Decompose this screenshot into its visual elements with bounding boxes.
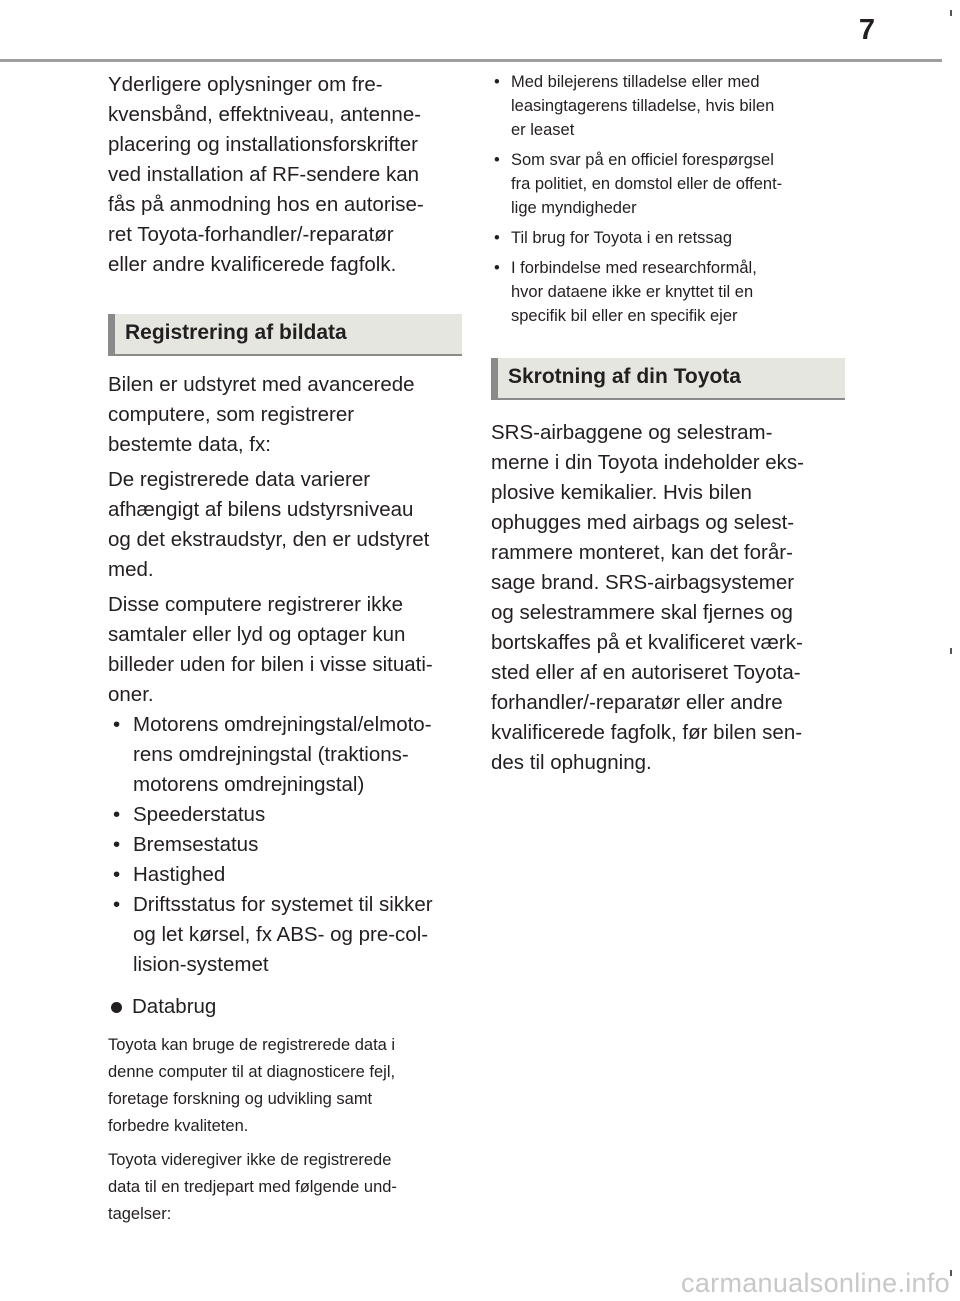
- text-line: kvalificerede fagfolk, før bilen sen-: [491, 721, 803, 744]
- text-line: bestemte data, fx:: [108, 433, 271, 456]
- crop-mark: [950, 648, 952, 654]
- list-item: [108, 710, 462, 800]
- list-item: [491, 256, 845, 328]
- list-item: [491, 70, 845, 142]
- intro-paragraph: [108, 70, 462, 280]
- text-line: • Med bilejerens tilladelse eller med: [511, 73, 760, 91]
- text-line: Bilen er udstyret med avancerede: [108, 373, 415, 396]
- section-heading-registrering: Registrering af bildata: [108, 314, 462, 356]
- text-line: forbedre kvaliteten.: [108, 1117, 249, 1135]
- text-line: merne i din Toyota indeholder eks-: [491, 451, 804, 474]
- subheading-label: Databrug: [132, 995, 217, 1018]
- text-line: afhængigt af bilens udstyrsniveau: [108, 498, 414, 521]
- list-item: [108, 800, 462, 830]
- text-line: • Bremsestatus: [133, 833, 259, 856]
- recorded-data-list: [108, 710, 462, 980]
- paragraph-data-varies: [108, 465, 462, 585]
- text-line: og det ekstraudstyr, den er udstyret: [108, 528, 430, 551]
- text-line: • Som svar på en officiel forespørgsel: [511, 151, 774, 169]
- text-line: billeder uden for bilen i visse situati-: [108, 653, 433, 676]
- text-line: Toyota kan bruge de registrerede data i: [108, 1036, 396, 1054]
- text-line: • I forbindelse med researchformål,: [511, 259, 757, 277]
- text-line: Disse computere registrerer ikke: [108, 593, 404, 616]
- text-line: ved installation af RF-sendere kan: [108, 163, 420, 186]
- left-column: [108, 70, 462, 1235]
- text-line: kvensbånd, effektniveau, antenne-: [108, 103, 422, 126]
- text-line: eller andre kvalificerede fagfolk.: [108, 253, 397, 276]
- list-item: [108, 830, 462, 860]
- text-line: bortskaffes på et kvalificeret værk-: [491, 631, 803, 654]
- exceptions-list: [491, 70, 845, 328]
- text-line: med.: [108, 558, 154, 581]
- text-line: samtaler eller lyd og optager kun: [108, 623, 406, 646]
- paragraph-third-party: [108, 1147, 462, 1228]
- list-item: [108, 890, 462, 980]
- right-column: [491, 70, 845, 783]
- text-line: og let kørsel, fx ABS- og pre-col-: [133, 923, 429, 946]
- watermark: carmanualsonline.info: [681, 1268, 950, 1298]
- paragraph-scrapping: [491, 418, 845, 778]
- text-line: foretage forskning og udvikling samt: [108, 1090, 373, 1108]
- bullet-dot-icon: [111, 1002, 122, 1013]
- text-line: SRS-airbaggene og selestram-: [491, 421, 773, 444]
- text-line: • Til brug for Toyota i en retssag: [511, 229, 733, 247]
- text-line: specifik bil eller en specifik ejer: [511, 307, 738, 325]
- text-line: motorens omdrejningstal): [133, 773, 365, 796]
- text-line: hvor dataene ikke er knyttet til en: [511, 283, 754, 301]
- text-line: lision-systemet: [133, 953, 269, 976]
- text-line: ret Toyota-forhandler/-reparatør: [108, 223, 394, 246]
- text-line: rammere monteret, kan det forår-: [491, 541, 793, 564]
- text-line: plosive kemikalier. Hvis bilen: [491, 481, 752, 504]
- text-line: des til ophugning.: [491, 751, 652, 774]
- list-item: [491, 226, 845, 250]
- text-line: Toyota videregiver ikke de registrerede: [108, 1151, 392, 1169]
- text-line: • Motorens omdrejningstal/elmoto-: [133, 713, 432, 736]
- crop-mark: [950, 1270, 952, 1276]
- subheading-databrug: [108, 992, 462, 1022]
- header-rule: [0, 59, 942, 62]
- text-line: fås på anmodning hos en autorise-: [108, 193, 424, 216]
- text-line: og selestrammere skal fjernes og: [491, 601, 793, 624]
- crop-mark: [950, 10, 952, 16]
- text-line: De registrerede data varierer: [108, 468, 371, 491]
- list-item: [108, 860, 462, 890]
- text-line: denne computer til at diagnosticere fejl,: [108, 1063, 396, 1081]
- paragraph-data-use: [108, 1032, 462, 1140]
- text-line: • Driftsstatus for systemet til sikker: [133, 893, 433, 916]
- text-line: leasingtagerens tilladelse, hvis bilen: [511, 97, 775, 115]
- text-line: fra politiet, en domstol eller de offent-: [511, 175, 783, 193]
- paragraph-computers: [108, 370, 462, 460]
- page-number: 7: [858, 14, 875, 46]
- section-heading-skrotning: Skrotning af din Toyota: [491, 358, 845, 400]
- text-line: sage brand. SRS-airbagsystemer: [491, 571, 795, 594]
- paragraph-no-audio: [108, 590, 462, 710]
- text-line: forhandler/-reparatør eller andre: [491, 691, 783, 714]
- text-line: • Hastighed: [133, 863, 226, 886]
- text-line: • Speederstatus: [133, 803, 266, 826]
- text-line: lige myndigheder: [511, 199, 637, 217]
- text-line: computere, som registrerer: [108, 403, 355, 426]
- text-line: data til en tredjepart med følgende und-: [108, 1178, 397, 1196]
- text-line: er leaset: [511, 121, 575, 139]
- text-line: tagelser:: [108, 1205, 172, 1223]
- text-line: sted eller af en autoriseret Toyota-: [491, 661, 801, 684]
- text-line: ophugges med airbags og selest-: [491, 511, 795, 534]
- text-line: rens omdrejningstal (traktions-: [133, 743, 409, 766]
- text-line: Yderligere oplysninger om fre-: [108, 73, 383, 96]
- text-line: oner.: [108, 683, 154, 706]
- list-item: [491, 148, 845, 220]
- text-line: placering og installationsforskrifter: [108, 133, 418, 156]
